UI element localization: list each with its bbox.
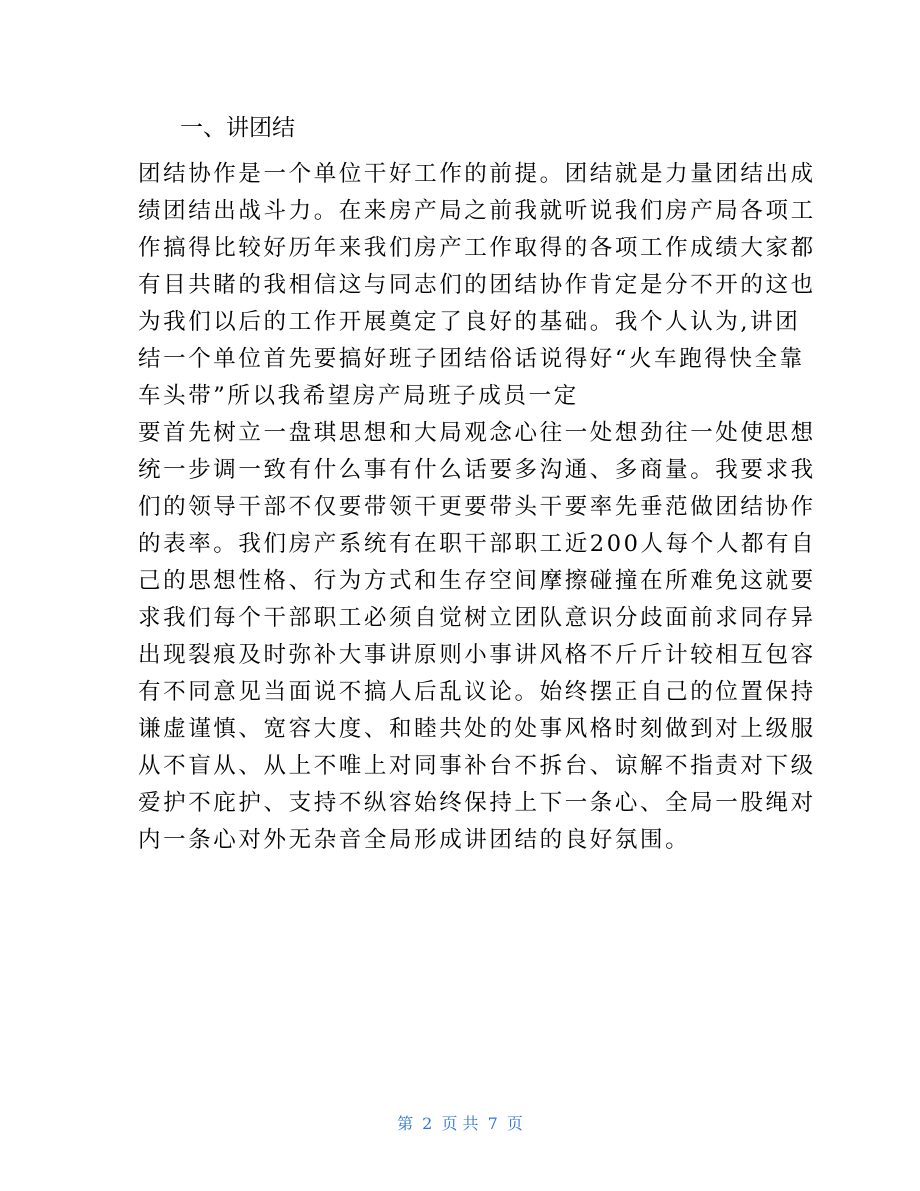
paragraph-line: 统一步调一致有什么事有什么话要多沟通、多商量。我要求我 [138,457,816,483]
paragraph-line: 团结协作是一个单位干好工作的前提。团结就是力量团结出成 [138,161,816,187]
current-page-number: 2 [422,1114,433,1133]
paragraph-line: 谦虚谨慎、宽容大度、和睦共处的处事风格时刻做到对上级服 [138,716,816,742]
paragraph-line: 为我们以后的工作开展奠定了良好的基础。我个人认为,讲团 [138,309,801,335]
footer-suffix: 页 [506,1114,523,1133]
paragraph-line: 车头带”所以我希望房产局班子成员一定 [138,383,579,409]
paragraph-line: 要首先树立一盘琪思想和大局观念心往一处想劲往一处使思想 [138,420,816,446]
paragraph-line: 爱护不庇护、支持不纵容始终保持上下一条心、全局一股绳对 [138,790,816,816]
section-heading: 一、讲团结 [180,115,295,141]
paragraph-line: 绩团结出战斗力。在来房产局之前我就听说我们房产局各项工 [138,198,816,224]
paragraph-line: 的表率。我们房产系统有在职干部职工近200人每个人都有自 [138,531,817,557]
footer-middle: 页 共 [441,1114,479,1133]
page-footer [0,1112,920,1136]
total-pages-number: 7 [487,1114,498,1133]
paragraph-line: 从不盲从、从上不唯上对同事补台不拆台、谅解不指责对下级 [138,753,816,779]
paragraph-line: 出现裂痕及时弥补大事讲原则小事讲风格不斤斤计较相互包容 [138,642,816,668]
paragraph-line: 求我们每个干部职工必须自觉树立团队意识分歧面前求同存异 [138,605,816,631]
paragraph-line: 们的领导干部不仅要带领干更要带头干要率先垂范做团结协作 [138,494,816,520]
footer-prefix: 第 [397,1114,414,1133]
paragraph-line: 己的思想性格、行为方式和生存空间摩擦碰撞在所难免这就要 [138,568,816,594]
paragraph-line: 结一个单位首先要搞好班子团结俗话说得好“火车跑得快全靠 [138,346,805,372]
paragraph-line: 有目共睹的我相信这与同志们的团结协作肯定是分不开的这也 [138,272,816,298]
paragraph-line: 作搞得比较好历年来我们房产工作取得的各项工作成绩大家都 [138,235,816,261]
paragraph-line: 有不同意见当面说不搞人后乱议论。始终摆正自己的位置保持 [138,679,816,705]
paragraph-line: 内一条心对外无杂音全局形成讲团结的良好氛围。 [138,827,691,853]
